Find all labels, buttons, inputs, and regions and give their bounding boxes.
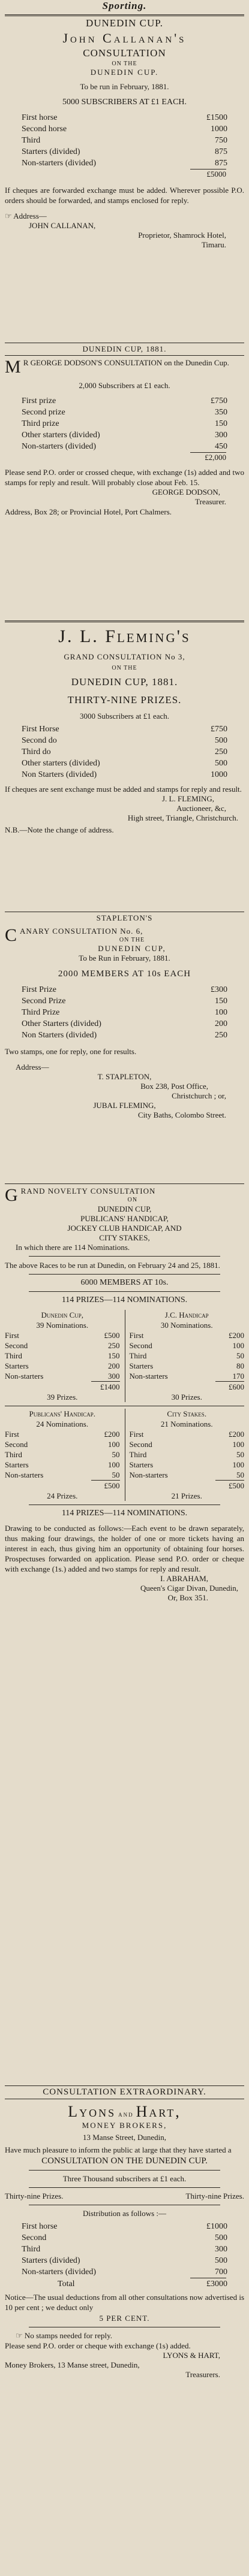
advert-name: J. L. Fleming's	[58, 626, 191, 646]
advert-heading: CANARY CONSULTATION No. 6,	[5, 925, 143, 945]
advert-intro: In which there are 114 Nominations.	[16, 1243, 130, 1252]
pointing-hand-icon: ☞	[16, 2331, 25, 2340]
prize-row: Third 300	[22, 2245, 227, 2254]
prize-row: Non-starters (divided) 450	[22, 442, 227, 451]
address-name: JUBAL FLEMING,	[93, 1101, 156, 1110]
prize-list	[5, 2221, 244, 2278]
advert-subscribers: 5000 SUBSCRIBERS AT £1 EACH.	[62, 98, 187, 107]
separator-rule	[29, 1291, 220, 1292]
advert-on-the: ON THE	[112, 60, 137, 67]
advert-lyons-hart	[5, 2084, 244, 2380]
advert-event: DUNEDIN CUP, 1881.	[71, 676, 178, 688]
separator-rule	[5, 1183, 244, 1184]
advert-note: Please send P.O. order or crossed cheque, with exchange (1s) added and two stamps for reply and result. Will probably close about Feb. 15.	[5, 468, 244, 487]
race-row: Non-starters 300	[5, 1372, 120, 1381]
prize-row: Second horse 1000	[22, 125, 227, 134]
separator-rule	[5, 2085, 244, 2086]
advert-address: Address, Box 28; or Provincial Hotel, Port Chalmers.	[5, 507, 172, 516]
prize-row: First horse £1000	[22, 2222, 227, 2231]
separator-rule	[5, 620, 244, 622]
prize-total: £2,000	[205, 453, 226, 462]
prize-row: Starters (divided) 875	[22, 147, 227, 156]
advert-intro: M R GEORGE DODSON'S CONSULTATION on the Dunedin Cup.	[5, 357, 229, 377]
race-group: City Stakes. 21 Nominations. First £200 Second 100 Third 50 Starters 100 Non-starters 50 £500 21 Prizes.	[125, 1409, 244, 1501]
race-row: First £500	[5, 1331, 120, 1340]
prize-row: Second 500	[22, 2233, 227, 2242]
address-label: Address—	[16, 1063, 49, 1071]
header-rule	[5, 14, 244, 16]
advert-subscribers: Three Thousand subscribers at £1 each.	[62, 2174, 187, 2183]
prize-row: Third 750	[22, 136, 227, 145]
race-total: £500	[229, 1481, 244, 1490]
prize-row: Starters (divided) 500	[22, 2256, 227, 2265]
advert-heading: CONSULTATION ON THE DUNEDIN CUP.	[41, 2156, 208, 2166]
race-total: £500	[104, 1481, 120, 1490]
address-line: City Baths, Colombo Street.	[138, 1110, 226, 1119]
advert-event: DUNEDIN CUP.	[90, 68, 159, 77]
prize-row: Third Prize 100	[22, 1008, 227, 1017]
prize-row: Non-starters (divided) 700	[22, 2268, 227, 2277]
race-row: Second 250	[5, 1341, 120, 1350]
race-groups-top	[5, 1310, 244, 1402]
advert-body: Have much pleasure to inform the public at large that they have started a	[5, 2145, 232, 2154]
advert-on-the: ON THE	[119, 937, 145, 943]
advert-please: Please send P.O. order or cheque with exchange (1s) added.	[5, 2341, 191, 2350]
advert-on: ON	[127, 1197, 138, 1203]
advert-members: 2000 MEMBERS AT 10s EACH	[58, 969, 191, 979]
race-row: First £200	[129, 1430, 244, 1439]
prize-list	[5, 395, 244, 452]
race-total: £600	[229, 1382, 244, 1391]
firm-address: 13 Manse Street, Dunedin,	[82, 2133, 166, 2142]
prize-row: Other starters (divided) 300	[22, 431, 227, 440]
race-row: First £200	[5, 1430, 120, 1439]
race-row: Third 50	[129, 1351, 244, 1360]
prize-row: Non Starters (divided) 1000	[22, 770, 227, 779]
race-row: Third 50	[5, 1450, 120, 1459]
prize-total: £5000	[206, 169, 226, 178]
prize-row: First Horse £750	[22, 725, 227, 734]
race-row: Non-starters 50	[129, 1470, 244, 1479]
race-row: Non-starters 170	[129, 1372, 244, 1381]
advert-note: If cheques are forwarded exchange must be added. Wherever possible P.O. orders should be forwarded, and stamps enclosed for reply.	[5, 186, 244, 205]
prizes-banner: Thirty-nine Prizes. Thirty-nine Prizes.	[5, 2191, 244, 2200]
advert-callanan	[5, 17, 244, 250]
advert-note: Two stamps, one for reply, one for results.	[5, 1047, 137, 1056]
signature-title: Auctioneer, &c,	[176, 804, 226, 813]
race-group: J.C. Handicap 30 Nominations. First £200 Second 100 Third 50 Starters 80 Non-starters 170 £600 30 Prizes.	[125, 1310, 244, 1402]
section-header	[5, 0, 244, 19]
prize-row: Third prize 150	[22, 419, 227, 428]
advert-notice: Notice—The usual deductions from all other consultations now advertised is 10 per cent ; we deduct only	[5, 2293, 244, 2312]
race-total: £1400	[100, 1382, 120, 1391]
separator-rule	[29, 2170, 220, 2171]
advert-stamp-note: ☞ No stamps needed for reply.	[16, 2331, 112, 2340]
advert-note: If cheques are sent exchange must be added and stamps for reply and result.	[5, 785, 242, 794]
firm-name: Lyons and Hart,	[68, 2103, 181, 2120]
prizes-title: THIRTY-NINE PRIZES.	[67, 694, 182, 706]
race-row: Third 150	[5, 1351, 120, 1360]
separator-rule	[29, 1256, 220, 1257]
race-groups-bottom	[5, 1409, 244, 1501]
prize-list	[5, 984, 244, 1041]
prize-row: Other Starters (divided) 200	[22, 1019, 227, 1028]
prize-row: Other starters (divided) 500	[22, 759, 227, 768]
signature-name: J. L. FLEMING,	[161, 794, 214, 803]
prize-row: First prize £750	[22, 396, 227, 405]
prize-row: Non Starters (divided) 250	[22, 1031, 227, 1040]
address-name: T. STAPLETON,	[97, 1072, 152, 1081]
address-line: Box 238, Post Office,	[140, 1082, 208, 1091]
advert-title: DUNEDIN CUP.	[85, 17, 164, 29]
advert-dodson	[5, 341, 244, 517]
address-town: Christchurch ; or,	[172, 1091, 226, 1100]
prize-row: Second do 500	[22, 736, 227, 745]
signature-line: Queen's Cigar Divan, Dunedin,	[140, 1584, 238, 1593]
advert-grand-novelty	[5, 1182, 244, 1603]
race-row: Non-starters 50	[5, 1470, 120, 1479]
advert-title: STAPLETON'S	[96, 913, 153, 922]
advert-stapleton	[5, 910, 244, 1120]
race-row: Starters 200	[5, 1361, 120, 1370]
event-line: JOCKEY CLUB HANDICAP, AND	[67, 1224, 182, 1233]
race-row: Second 100	[129, 1440, 244, 1449]
advert-summary: 114 PRIZES—114 NOMINATIONS.	[61, 1295, 188, 1304]
separator-rule	[29, 1274, 220, 1275]
advert-nb: N.B.—Note the change of address.	[5, 825, 114, 834]
signature-name: LYONS & HART,	[163, 2351, 220, 2360]
advert-heading: CONSULTATION	[83, 47, 166, 59]
advert-title: DUNEDIN CUP, 1881.	[82, 344, 167, 353]
prize-row: Second Prize 150	[22, 997, 227, 1006]
prize-list	[5, 724, 244, 780]
prize-row: Second prize 350	[22, 408, 227, 417]
races-note: The above Races to be run at Dunedin, on February 24 and 25, 1881.	[5, 1261, 220, 1270]
separator-rule	[5, 355, 244, 356]
address-town: Timaru.	[201, 240, 226, 249]
event-line: CITY STAKES,	[99, 1233, 150, 1242]
race-row: Second 100	[129, 1341, 244, 1350]
advert-on-the: ON THE	[112, 665, 137, 671]
address-line: Proprietor, Shamrock Hotel,	[138, 231, 226, 240]
advert-heading: GRAND NOVELTY CONSULTATION	[5, 1185, 156, 1205]
advert-subscribers: 3000 Subscribers at £1 each.	[79, 712, 170, 721]
firm-sub: MONEY BROKERS,	[82, 2121, 167, 2130]
advert-fleming	[5, 618, 244, 835]
advert-members: 6000 MEMBERS AT 10s.	[80, 1278, 169, 1287]
race-row: Starters 80	[129, 1361, 244, 1370]
prize-row: Non-starters (divided) 875	[22, 159, 227, 168]
prize-row: Third do 250	[22, 747, 227, 756]
advert-event: DUNEDIN CUP,	[98, 944, 166, 953]
signature-box: Or, Box 351.	[167, 1593, 208, 1602]
advert-title: CONSULTATION EXTRAORDINARY.	[43, 2087, 206, 2097]
race-group: Dunedin Cup, 39 Nominations. First £500 Second 250 Third 150 Starters 200 Non-starters 300 £1400 39 Prizes.	[5, 1310, 120, 1401]
advert-subscribers: 2,000 Subscribers at £1 each.	[79, 381, 170, 390]
advert-percent: 5 PER CENT.	[99, 2314, 150, 2323]
signature-name: I. ABRAHAM,	[160, 1574, 208, 1583]
address-name: JOHN CALLANAN,	[29, 221, 96, 230]
race-row: Starters 100	[129, 1460, 244, 1469]
event-line: PUBLICANS' HANDICAP,	[80, 1214, 169, 1223]
prize-total: Total £3000	[58, 2280, 227, 2289]
race-row: Starters 100	[5, 1460, 120, 1469]
prize-row: First Prize £300	[22, 985, 227, 994]
distribution-label: Distribution as follows :—	[82, 2209, 167, 2218]
signature-title: Treasurers.	[185, 2370, 220, 2379]
race-row: Third 50	[129, 1450, 244, 1459]
race-row: Second 100	[5, 1440, 120, 1449]
advert-run-date: To be Run in February, 1881.	[79, 953, 170, 962]
signature-title: Treasurer.	[195, 497, 226, 506]
advert-summary: 114 PRIZES—114 NOMINATIONS.	[61, 1509, 188, 1518]
advert-heading: GRAND CONSULTATION No 3,	[64, 652, 185, 661]
prize-list	[5, 112, 244, 169]
address-label: ☞ Address—	[5, 211, 47, 220]
signature-address: High street, Triangle, Christchurch.	[127, 813, 238, 822]
race-group: Publicans' Handicap. 24 Nominations. First £200 Second 100 Third 50 Starters 100 Non-starters 50 £500 24 Prizes.	[5, 1409, 120, 1500]
prize-row: First horse £1500	[22, 113, 227, 122]
separator-rule	[29, 2187, 220, 2188]
advert-run-date: To be run in February, 1881.	[80, 82, 169, 91]
advert-body: Drawing to be conducted as follows:—Each event to be drawn separately, thus making four drawings, the holder of one or more tickets having an interest in each, thus giving him an opportunity of obtaining four horses. Prospectuses forwarded on application. Please send P.O. order or cheque with exchange (1s.) added and two stamps for reply and result.	[5, 1524, 244, 1573]
advert-name: John Callanan's	[62, 31, 187, 46]
event-line: DUNEDIN CUP,	[97, 1204, 152, 1213]
race-row: First £200	[129, 1331, 244, 1340]
pointing-hand-icon: ☞	[5, 211, 14, 220]
signature-name: GEORGE DODSON,	[152, 488, 220, 497]
signature-line: Money Brokers, 13 Manse street, Dunedin,	[5, 2360, 140, 2369]
section-title: Sporting.	[102, 0, 147, 11]
